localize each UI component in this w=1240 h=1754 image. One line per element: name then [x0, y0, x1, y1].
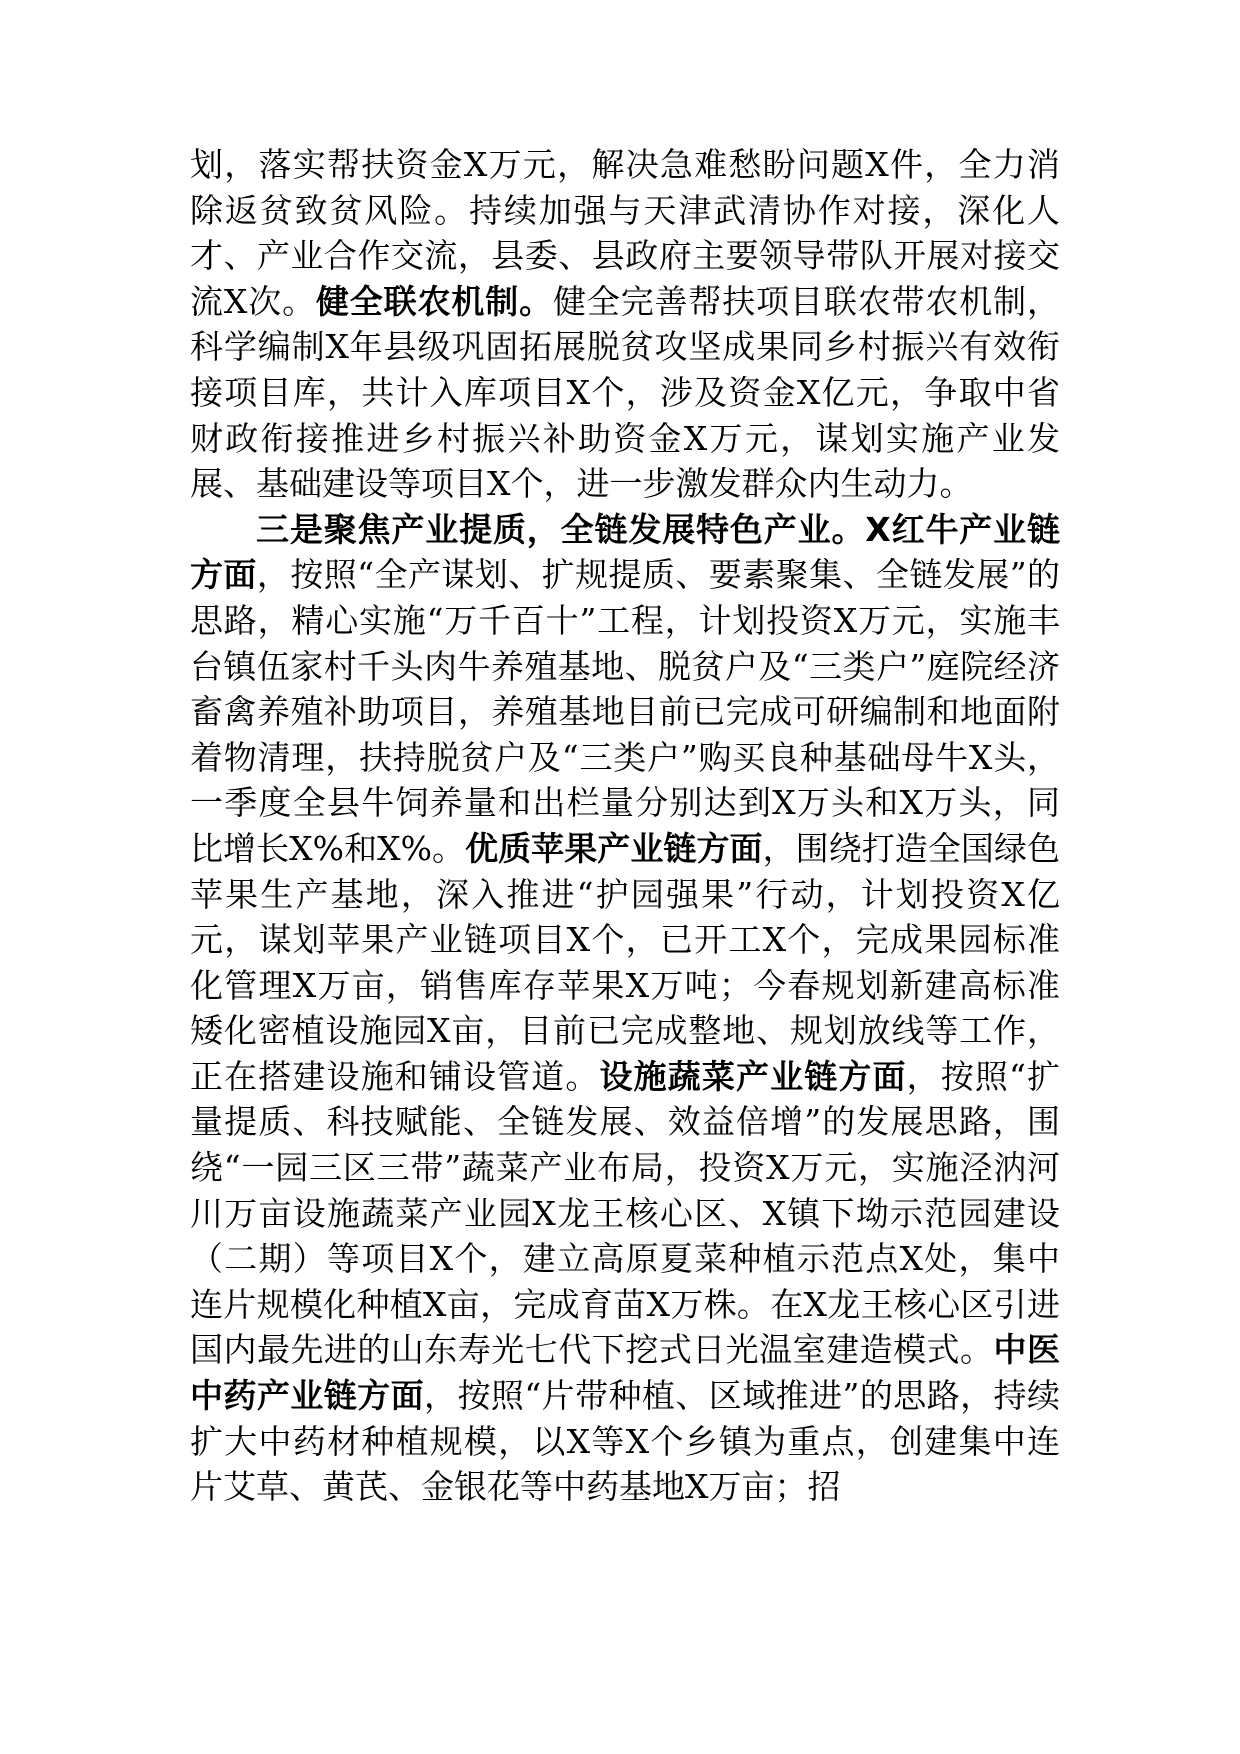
bold-heading-run: 健全联农机制。: [315, 281, 553, 321]
text-run: ，按照“片带种植、区域推进”的思路，持续扩大中药材种植规模，以X等X个乡镇为重点，创建集中连片艾草、黄芪、金银花等中药基地X万亩；招: [190, 1376, 1060, 1507]
text-run: 划，落实帮扶资金X万元，解决急难愁盼问题X件，全力消除返贫致贫风险。持续加强与天津武清协作对接，深化人才、产业合作交流，县委、县政府主要领导带队开展对接交流X次。: [190, 145, 1060, 321]
text-run: 健全完善帮扶项目联农带农机制，科学编制X年县级巩固拓展脱贫攻坚成果同乡村振兴有效衔接项目库，共计入库项目X个，涉及资金X亿元，争取中省财政衔接推进乡村振兴补助资金X万元，谋划实施产业发展、基础建设等项目X个，进一步激发群众内生动力。: [190, 281, 1061, 504]
bold-heading-run: 三是聚焦产业提质，全链发展特色产业。X红牛产业链方面: [190, 509, 1060, 595]
text-run: ，围绕打造全国绿色苹果生产基地，深入推进“护园强果”行动，计划投资X亿元，谋划苹果产业链项目X个，已开工X个，完成果园标准化管理X万亩，销售库存苹果X万吨；今春规划新建高标准矮化密植设施园X亩，目前已完成整地、规划放线等工作，正在搭建设施和铺设管道。: [190, 828, 1061, 1096]
text-run: ，按照“扩量提质、科技赋能、全链发展、效益倍增”的发展思路，围绕“一园三区三带”蔬菜产业布局，投资X万元，实施泾汭河川万亩设施蔬菜产业园X龙王核心区、X镇下坳示范园建设（二期）等项目X个，建立高原夏菜种植示范点X处，集中连片规模化种植X亩，完成育苗X万株。在X龙王核心区引进国内最先进的山东寿光七代下挖式日光温室建造模式。: [190, 1056, 1060, 1370]
text-run: ，按照“全产谋划、扩规提质、要素聚集、全链发展”的思路，精心实施“万千百十”工程，计划投资X万元，实施丰台镇伍家村千头肉牛养殖基地、脱贫户及“三类户”庭院经济畜禽养殖补助项目，养殖基地目前已完成可研编制和地面附着物清理，扶持脱贫户及“三类户”购买良种基础母牛X头，一季度全县牛饲养量和出栏量分别达到X万头和X万头，同比增长X%和X%。: [190, 555, 1061, 868]
bold-heading-run: 中医中药产业链方面: [190, 1330, 1061, 1416]
paragraph-2: [190, 507, 1060, 1510]
paragraph-1: [190, 142, 1060, 507]
bold-heading-run: 设施蔬菜产业链方面: [599, 1056, 907, 1096]
document-page: [190, 142, 1060, 1510]
bold-heading-run: 优质苹果产业链方面: [465, 828, 763, 868]
